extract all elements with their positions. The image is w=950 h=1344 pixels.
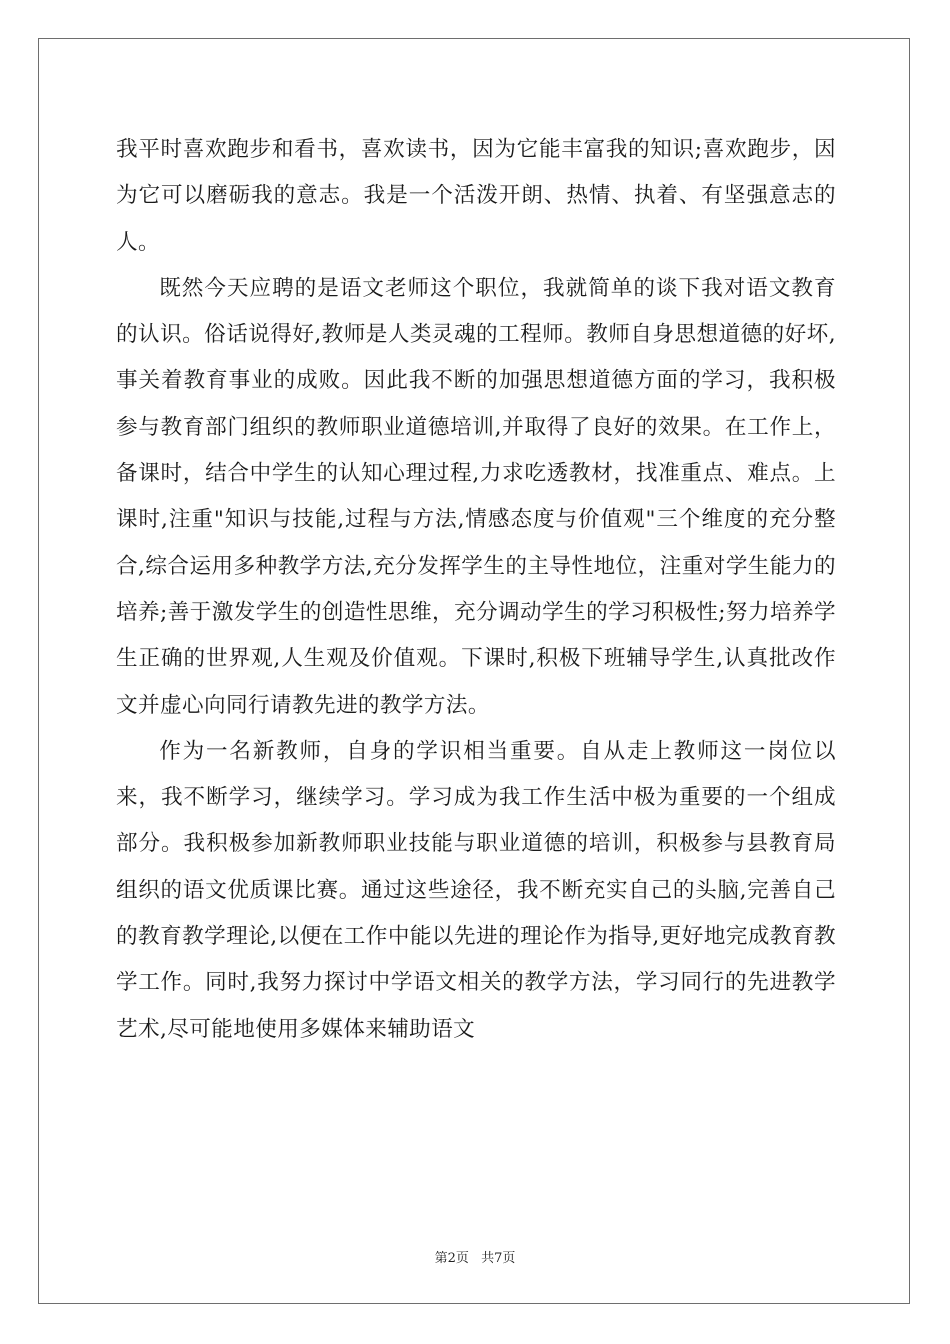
paragraph-1: 我平时喜欢跑步和看书，喜欢读书，因为它能丰富我的知识;喜欢跑步，因为它可以磨砺我的意志。我是一个活泼开朗、热情、执着、有坚强意志的人。 [116,137,836,255]
paragraph-3: 作为一名新教师，自身的学识相当重要。自从走上教师这一岗位以来，我不断学习，继续学习。学习成为我工作生活中极为重要的一个组成部分。我积极参加新教师职业技能与职业道德的培训，积极参与县教育局组织的语文优质课比赛。通过这些途径，我不断充实自己的头脑,完善自己的教育教学理论,以便在工作中能以先进的理论作为指导,更好地完成教育教学工作。同时,我努力探讨中学语文相关的教学方法，学习同行的先进教学艺术,尽可能地使用多媒体来辅助语文 [116,738,836,1042]
page-footer [0,1247,950,1266]
document-body [116,127,836,1053]
paragraph-2: 既然今天应聘的是语文老师这个职位，我就简单的谈下我对语文教育的认识。俗话说得好,教师是人类灵魂的工程师。教师自身思想道德的好坏,事关着教育事业的成败。因此我不断的加强思想道德方面的学习，我积极参与教育部门组织的教师职业道德培训,并取得了良好的效果。在工作上，备课时，结合中学生的认知心理过程,力求吃透教材，找准重点、难点。上课时,注重"知识与技能,过程与方法,情感态度与价值观"三个维度的充分整合,综合运用多种教学方法,充分发挥学生的主导性地位，注重对学生能力的培养;善于激发学生的创造性思维，充分调动学生的学习积极性;努力培养学生正确的世界观,人生观及价值观。下课时,积极下班辅导学生,认真批改作文并虚心向同行请教先进的教学方法。 [116,275,836,718]
page-number-total: 共7页 [481,1251,516,1266]
page-number-current: 第2页 [434,1251,469,1266]
